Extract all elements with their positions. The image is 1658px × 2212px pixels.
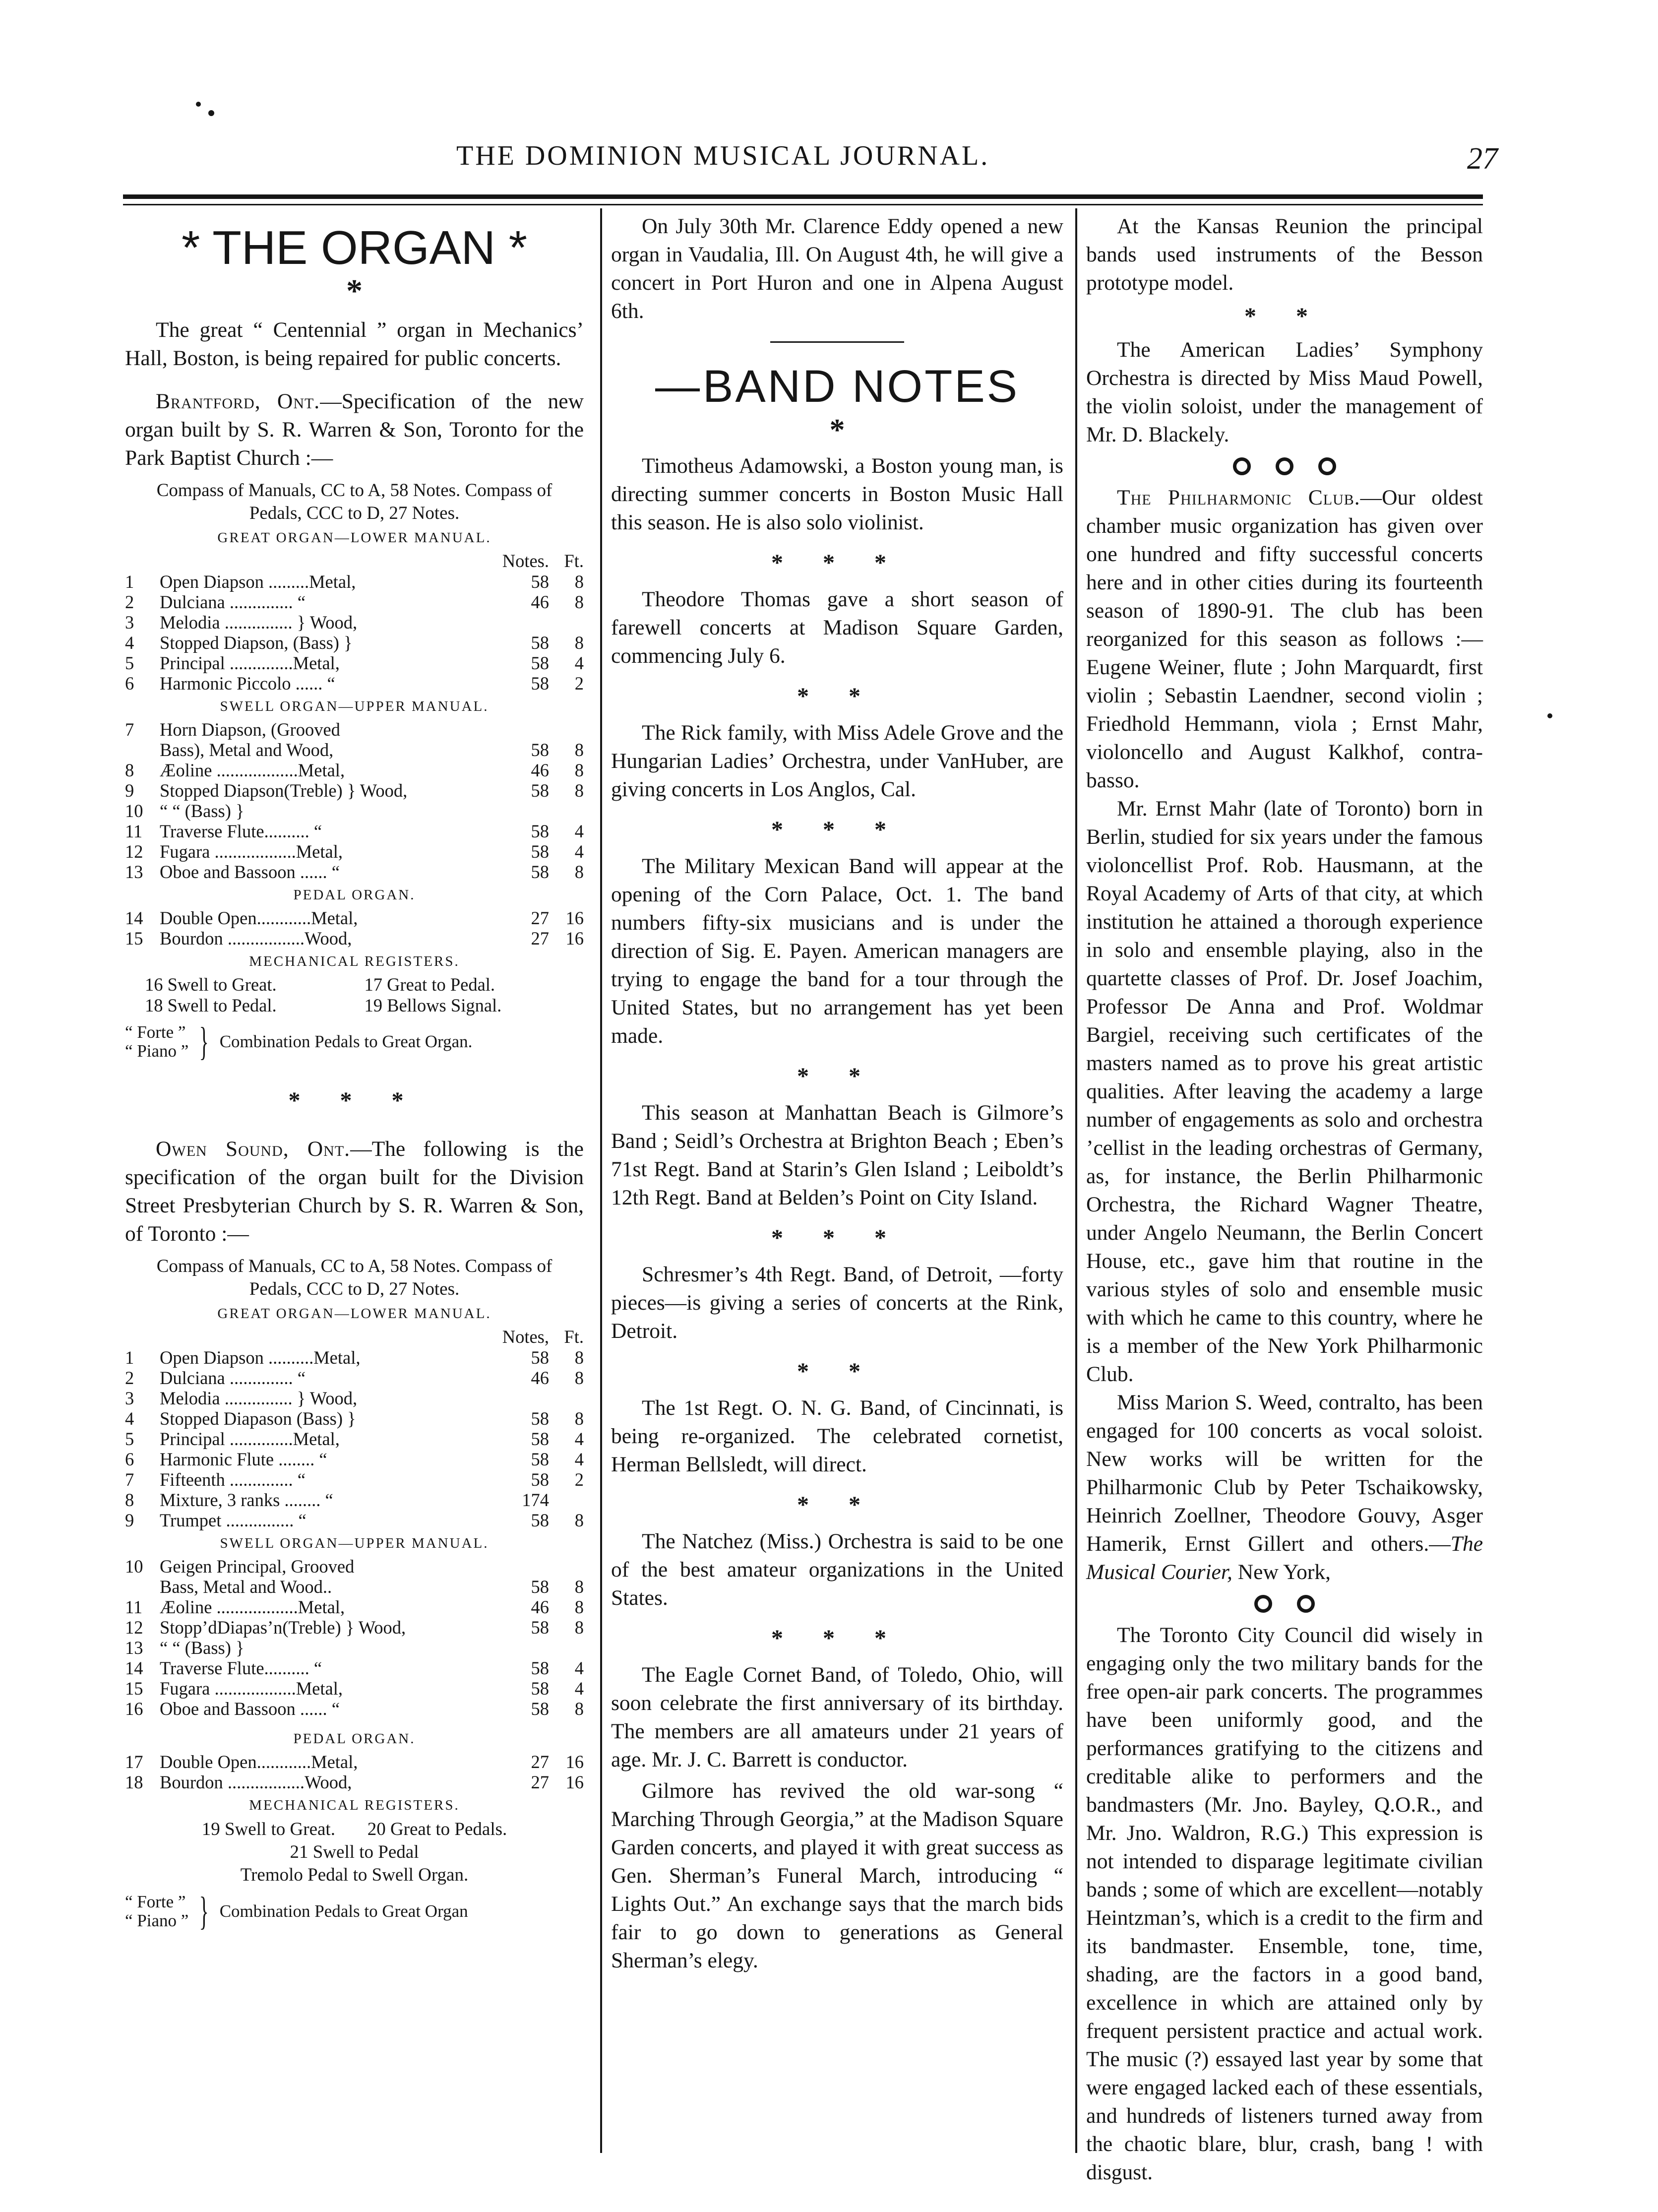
column-divider-left: [600, 208, 602, 2153]
stop-row: [125, 673, 584, 694]
stop-row: [125, 862, 584, 882]
stop-notes: 58: [531, 1577, 549, 1597]
col-notes: Notes,: [502, 1327, 549, 1347]
stop-row: [125, 1658, 584, 1678]
col-ft: Ft.: [564, 551, 584, 571]
band-note-item: The Natchez (Miss.) Orchestra is said to be one of the best amateur organizations in the United States.: [611, 1529, 1063, 1610]
stop-name: Bourdon .................Wood,: [160, 1772, 352, 1792]
stop-number: 6: [125, 673, 134, 694]
stop-name: Harmonic Piccolo ...... “: [160, 673, 335, 694]
stop-name: Principal ..............Metal,: [160, 1429, 340, 1449]
stop-row: [125, 1429, 584, 1449]
stop-notes: 58: [531, 1678, 549, 1699]
stop-notes: [494, 719, 549, 740]
stop-number: 7: [125, 1469, 134, 1490]
mech-register: 19 Bellows Signal.: [364, 995, 502, 1015]
owen-swell-title: SWELL ORGAN—UPPER MANUAL.: [220, 1535, 489, 1551]
stop-row: [125, 1469, 584, 1490]
stop-number: 11: [125, 1597, 143, 1617]
weed-text: Miss Marion S. Weed, contralto, has been engaged for 100 concerts as vocal soloist. New works will be written for the Philharmonic Club by Peter Tschaikowsky, Heinrich Zoellner, Theodore Gouvy, Asger Hamerik, Ernst Gillert and others.—: [1086, 1390, 1483, 1556]
kansas-text: At the Kansas Reunion the principal bands used instruments of the Besson prototype model.: [1086, 214, 1483, 295]
stop-feet: 8: [574, 1347, 584, 1368]
philharmonic-text: —Our oldest chamber music organization has given over one hundred and fifty successful concerts here and in other cities during its fourteenth season of 1890-91. The club has been reorganized for this season as follows :—Eugene Weiner, flute ; John Marquardt, first violin ; Sebastin Laendner, second violin ; Friedhold Hemmann, viola ; Ernst Mahr, violoncello and August Kalkhof, contra-basso.: [1086, 486, 1483, 792]
combination-text: Combination Pedals to Great Organ: [219, 1901, 468, 1921]
stop-feet: 8: [574, 862, 584, 882]
stop-notes: [494, 612, 549, 632]
scan-speck: [208, 110, 214, 116]
brantford-paragraph: [125, 387, 584, 472]
stop-feet: 8: [574, 1577, 584, 1597]
stop-name: Melodia ............... } Wood,: [160, 612, 358, 632]
stop-row: [125, 1752, 584, 1772]
stop-number: 9: [125, 1510, 134, 1530]
mech-register: 16 Swell to Great.: [145, 974, 277, 995]
stop-name: Principal ..............Metal,: [160, 653, 340, 673]
brantford-great-stops: [125, 571, 584, 694]
brantford-compass: Compass of Manuals, CC to A, 58 Notes. Compass of Pedals, CCC to D, 27 Notes.: [156, 480, 553, 523]
mech-register: 18 Swell to Pedal.: [145, 995, 277, 1015]
stop-feet: [549, 801, 584, 821]
organ-heading-star: *: [346, 273, 363, 309]
band-notes-star: *: [829, 413, 845, 447]
stop-number: 12: [125, 841, 143, 862]
stop-row: [125, 612, 584, 632]
stop-number: 13: [125, 1638, 143, 1658]
stop-name: Stopped Diapson(Treble) } Wood,: [160, 780, 408, 801]
scan-speck: [1547, 713, 1552, 718]
stop-number: 17: [125, 1752, 143, 1772]
ornament-circles: [1086, 449, 1483, 484]
owen-mech-line: 19 Swell to Great. 20 Great to Pedals.: [201, 1819, 507, 1839]
right-column: [1086, 212, 1483, 2187]
stop-name: Dulciana .............. “: [160, 1368, 306, 1388]
band-note-item: Timotheus Adamowski, a Boston young man, is directing summer concerts in Boston Music Hall this season. He is also solo violinist.: [611, 454, 1063, 534]
stop-row: [125, 653, 584, 673]
stop-number: 14: [125, 1658, 143, 1678]
stop-number: 4: [125, 632, 134, 653]
brace-glyph: }: [199, 1890, 209, 1933]
stop-name: Double Open............Metal,: [160, 908, 358, 928]
stop-row: [125, 780, 584, 801]
section-separator: * *: [797, 1492, 877, 1518]
stop-row: [125, 592, 584, 612]
band-note-item: The 1st Regt. O. N. G. Band, of Cincinnati, is being re-organized. The celebrated cornetist, Herman Bellsledt, will direct.: [611, 1396, 1063, 1476]
stop-name: Geigen Principal, Grooved: [160, 1556, 355, 1577]
stop-name: Horn Diapson, (Grooved: [160, 719, 340, 740]
stop-name: Melodia ............... } Wood,: [160, 1388, 358, 1408]
stop-feet: 8: [574, 571, 584, 592]
col-notes: Notes.: [502, 551, 549, 571]
owen-combination: [125, 1892, 584, 1931]
stop-row: [125, 632, 584, 653]
stop-row: [125, 1597, 584, 1617]
stop-name: Traverse Flute.......... “: [160, 1658, 322, 1678]
owen-sound-paragraph: [125, 1135, 584, 1248]
stop-feet: 8: [574, 780, 584, 801]
stop-number: 10: [125, 1556, 143, 1577]
header-rule: [123, 194, 1483, 199]
stop-number: [125, 740, 160, 760]
owen-great-stops: [125, 1347, 584, 1530]
stop-feet: 4: [574, 1678, 584, 1699]
section-separator: * * *: [771, 550, 903, 576]
stop-number: 7: [125, 719, 134, 740]
mahr-paragraph: Mr. Ernst Mahr (late of Toronto) born in Berlin, studied for six years under the famous violoncellist Prof. Rob. Hausmann, at the Royal Academy of Arts of that city, at which institution he attained a thorough experience in solo and ensemble playing, also in the quartette classes of Prof. Dr. Josef Joachim, Professor De Anna and Prof. Woldmar Bargiel, receiving such certificates of the masters named as to prove his great artistic qualities. After leaving the academy a large number of engagements as solo and orchestra ’cellist in the leading orchestras of Germany, as, for instance, the Berlin Philharmonic Orchestra, the Richard Wagner Theatre, under Angelo Neumann, the Berlin Concert House, etc., gave him that routine in the various styles of solo and ensemble music with which he came to this country, where he is a member of the New York Philharmonic Club.: [1086, 797, 1483, 1386]
organ-column: [125, 211, 584, 1931]
band-notes-heading: [611, 357, 1063, 416]
section-separator: * *: [797, 683, 877, 709]
stop-row: [125, 928, 584, 948]
owen-pedal-title: PEDAL ORGAN.: [293, 1731, 416, 1747]
stop-name: Double Open............Metal,: [160, 1752, 358, 1772]
stop-name: Bass, Metal and Wood..: [160, 1577, 332, 1597]
stop-number: [125, 1577, 160, 1597]
forte-label: “ Forte ”: [125, 1892, 186, 1911]
owen-swell-stops: [125, 1556, 584, 1719]
scan-speck: [196, 102, 201, 107]
stop-row: [125, 719, 584, 740]
stop-notes: 58: [531, 1699, 549, 1719]
stop-feet: 8: [574, 1510, 584, 1530]
stop-feet: 4: [574, 653, 584, 673]
stop-notes: 58: [531, 841, 549, 862]
brantford-pedal-title: PEDAL ORGAN.: [293, 887, 416, 903]
stop-feet: 4: [574, 1658, 584, 1678]
brantford-swell-stops: [125, 719, 584, 882]
stop-name: Mixture, 3 ranks ........ “: [160, 1490, 333, 1510]
stop-row: [125, 1490, 584, 1510]
stop-row: [125, 1772, 584, 1792]
ornament-circles: [1086, 1586, 1483, 1621]
stop-feet: 4: [574, 841, 584, 862]
stop-notes: [494, 1638, 549, 1658]
kansas-paragraph: [1086, 212, 1483, 297]
owen-mech-title: MECHANICAL REGISTERS.: [249, 1797, 460, 1813]
stop-number: 3: [125, 1388, 134, 1408]
toronto-paragraph: The Toronto City Council did wisely in engaging only the two military bands for the free open-air park concerts. The programmes have been uniformly good, and the performances gratifying to the citizens and creditable alike to performers and the bandmasters (Mr. Jno. Bayley, Q.O.R., and Mr. Jno. Waldron, R.G.) This expression is not intended to disparage legitimate civilian bands ; some of which are excellent—notably Heintzman’s, which is a credit to the firm and its bandmaster. Ensemble, tone, time, shading, are the factors in a good band, excellence in which are attained only by frequent persistent practice and actual work. The music (?) essayed last year by some that were engaged lacked each of these essentials, and hundreds of listeners turned away from the chaotic blare, blur, crash, bang ! with disgust.: [1086, 1623, 1483, 2184]
stop-notes: 27: [531, 1752, 549, 1772]
stop-name: Æoline ..................Metal,: [160, 760, 345, 780]
band-note-item: The Rick family, with Miss Adele Grove and the Hungarian Ladies’ Orchestra, under VanHuber, are giving concerts in Los Anglos, Cal.: [611, 721, 1063, 801]
owen-sound-lead: Owen Sound, Ont.: [156, 1137, 351, 1161]
stop-row: [125, 740, 584, 760]
stop-name: Fifteenth .............. “: [160, 1469, 306, 1490]
stop-number: 11: [125, 821, 143, 841]
stop-row: [125, 908, 584, 928]
stop-notes: 58: [531, 862, 549, 882]
organ-heading: * THE ORGAN *: [181, 221, 528, 274]
ornament-circle: [1254, 1595, 1272, 1613]
piano-label: “ Piano ”: [125, 1041, 189, 1061]
stop-name: “ “ (Bass) }: [160, 801, 245, 821]
stop-feet: 16: [565, 1752, 584, 1772]
philharmonic-paragraph: [1086, 484, 1483, 795]
section-separator: * *: [1244, 303, 1325, 329]
stop-row: [125, 1368, 584, 1388]
short-divider: [770, 341, 904, 343]
stop-row: [125, 1699, 584, 1719]
stop-notes: 58: [531, 632, 549, 653]
stop-number: 1: [125, 571, 134, 592]
stop-notes: 58: [531, 1449, 549, 1469]
owen-mech-line: 21 Swell to Pedal: [290, 1842, 419, 1862]
mech-register: 17 Great to Pedal.: [364, 974, 495, 995]
stop-name: Stopped Diapson, (Bass) }: [160, 632, 353, 653]
stop-number: 8: [125, 760, 134, 780]
ladies-symphony-paragraph: The American Ladies’ Symphony Orchestra is directed by Miss Maud Powell, the violin soloist, under the management of Mr. D. Blackely.: [1086, 338, 1483, 446]
stop-number: 1: [125, 1347, 134, 1368]
stop-name: Harmonic Flute ........ “: [160, 1449, 327, 1469]
weed-tail: New York,: [1232, 1560, 1331, 1584]
section-separator: * * *: [771, 1225, 903, 1251]
stop-notes: 58: [531, 1429, 549, 1449]
stop-feet: 8: [574, 1597, 584, 1617]
stop-number: 5: [125, 653, 134, 673]
section-separator: * *: [797, 1358, 877, 1385]
brantford-swell-title: SWELL ORGAN—UPPER MANUAL.: [220, 698, 489, 714]
ornament-circle: [1297, 1595, 1315, 1613]
band-notes-list: [611, 452, 1063, 1975]
stop-number: 5: [125, 1429, 134, 1449]
stop-notes: 58: [531, 740, 549, 760]
weed-paragraph: [1086, 1389, 1483, 1586]
stop-feet: 8: [574, 760, 584, 780]
heading-flourish: [655, 388, 700, 391]
stop-notes: 46: [531, 1597, 549, 1617]
owen-compass: Compass of Manuals, CC to A, 58 Notes. Compass of Pedals, CCC to D, 27 Notes.: [156, 1256, 553, 1299]
brantford-mech-row: [125, 995, 584, 1016]
stop-number: 15: [125, 1678, 143, 1699]
stop-name: Bass), Metal and Wood,: [160, 740, 334, 760]
stop-feet: 4: [574, 1429, 584, 1449]
section-separator: * *: [797, 1063, 877, 1089]
piano-label: “ Piano ”: [125, 1911, 189, 1930]
stop-name: Stopp’dDiapas’n(Treble) } Wood,: [160, 1617, 406, 1638]
stop-name: Fugara ..................Metal,: [160, 1678, 343, 1699]
stop-feet: 8: [574, 740, 584, 760]
stop-notes: 46: [531, 592, 549, 612]
eddy-paragraph: On July 30th Mr. Clarence Eddy opened a new organ in Vaudalia, Ill. On August 4th, he will give a concert in Port Huron and one in Alpena August 6th.: [611, 214, 1063, 323]
stop-feet: 8: [574, 592, 584, 612]
stop-notes: 27: [531, 928, 549, 948]
stop-number: 13: [125, 862, 143, 882]
stop-feet: 16: [565, 908, 584, 928]
stop-feet: [549, 1388, 584, 1408]
stop-number: 12: [125, 1617, 143, 1638]
brantford-col-heads: [125, 551, 584, 571]
stop-row: [125, 1678, 584, 1699]
band-note-item: This season at Manhattan Beach is Gilmore’s Band ; Seidl’s Orchestra at Brighton Beach ; Eben’s 71st Regt. Band at Starin’s Glen Island ; Leiboldt’s 12th Regt. Band at Belden’s Point on City Island.: [611, 1101, 1063, 1209]
stop-row: [125, 1577, 584, 1597]
owen-sound-text: —The following is the specification of the organ built for the Division Street Presbyterian Church by S. R. Warren & Son, of Toronto :—: [125, 1137, 584, 1246]
section-separator: * * *: [771, 1625, 903, 1651]
stop-row: [125, 1388, 584, 1408]
stop-name: Fugara ..................Metal,: [160, 841, 343, 862]
page-number: 27: [1467, 142, 1498, 176]
stop-row: [125, 1510, 584, 1530]
section-separator: * * *: [771, 817, 903, 843]
brace-glyph: }: [199, 1020, 209, 1064]
stop-feet: 4: [574, 1449, 584, 1469]
stop-number: 8: [125, 1490, 134, 1510]
stop-feet: 4: [574, 821, 584, 841]
stop-feet: 8: [574, 1617, 584, 1638]
stop-number: 6: [125, 1449, 134, 1469]
stop-notes: 27: [531, 908, 549, 928]
stop-notes: 174: [522, 1490, 549, 1510]
col-ft: Ft.: [564, 1327, 584, 1347]
stop-feet: 8: [574, 632, 584, 653]
stop-row: [125, 760, 584, 780]
stop-row: [125, 1638, 584, 1658]
stop-name: Traverse Flute.......... “: [160, 821, 322, 841]
centennial-paragraph: The great “ Centennial ” organ in Mechanics’ Hall, Boston, is being repaired for public concerts.: [125, 318, 584, 370]
stop-number: 16: [125, 1699, 143, 1719]
stop-row: [125, 1449, 584, 1469]
stop-row: [125, 1617, 584, 1638]
stop-notes: 58: [531, 1408, 549, 1429]
stop-feet: 8: [574, 1699, 584, 1719]
stop-notes: 58: [531, 1347, 549, 1368]
band-note-item: Theodore Thomas gave a short season of farewell concerts at Madison Square Garden, commencing July 6.: [611, 587, 1063, 668]
stop-notes: 58: [531, 780, 549, 801]
stop-notes: 46: [531, 1368, 549, 1388]
stop-name: Oboe and Bassoon ...... “: [160, 1699, 340, 1719]
stop-number: 2: [125, 592, 134, 612]
stop-row: [125, 821, 584, 841]
band-note-item: The Eagle Cornet Band, of Toledo, Ohio, will soon celebrate the first anniversary of its birthday. The members are all amateurs under 21 years of age. Mr. J. C. Barrett is conductor.: [611, 1663, 1063, 1771]
stop-row: [125, 571, 584, 592]
stop-row: [125, 841, 584, 862]
column-divider-right: [1075, 208, 1077, 2153]
brantford-pedal-stops: [125, 908, 584, 948]
stop-number: 2: [125, 1368, 134, 1388]
ornament-circle: [1233, 457, 1251, 475]
stop-row: [125, 1347, 584, 1368]
stop-notes: 58: [531, 1658, 549, 1678]
stop-name: Open Diapson ..........Metal,: [160, 1347, 361, 1368]
brantford-mech-title: MECHANICAL REGISTERS.: [249, 953, 460, 969]
stop-name: Open Diapson .........Metal,: [160, 571, 356, 592]
stop-notes: [494, 1388, 549, 1408]
stop-name: Oboe and Bassoon ...... “: [160, 862, 340, 882]
stop-notes: 58: [531, 821, 549, 841]
owen-pedal-stops: [125, 1752, 584, 1792]
stop-feet: [549, 1490, 584, 1510]
stop-number: 3: [125, 612, 134, 632]
forte-label: “ Forte ”: [125, 1022, 186, 1042]
stop-number: 10: [125, 801, 143, 821]
owen-mech-line: Tremolo Pedal to Swell Organ.: [240, 1865, 469, 1885]
band-note-item: Schresmer’s 4th Regt. Band, of Detroit, —forty pieces—is giving a series of concerts at the Rink, Detroit.: [611, 1263, 1063, 1343]
brantford-lead: Brantford, Ont.: [156, 389, 320, 413]
ornament-circle: [1276, 457, 1293, 475]
header-rule-thin: [123, 204, 1483, 205]
stop-name: Dulciana .............. “: [160, 592, 306, 612]
stop-notes: 58: [531, 1469, 549, 1490]
stop-feet: 8: [574, 1368, 584, 1388]
stop-feet: [549, 1556, 584, 1577]
stop-number: 15: [125, 928, 143, 948]
band-notes-title: BAND NOTES: [702, 361, 1020, 412]
stop-notes: [494, 1556, 549, 1577]
brantford-text: —Specification of the new organ built by S. R. Warren & Son, Toronto for the Park Baptist Church :—: [125, 389, 584, 470]
ornament-circle: [1318, 457, 1336, 475]
stop-feet: 2: [574, 673, 584, 694]
stop-notes: 46: [531, 760, 549, 780]
weed-source: The Musical Courier,: [1086, 1532, 1483, 1584]
stop-name: “ “ (Bass) }: [160, 1638, 245, 1658]
stop-notes: 58: [531, 673, 549, 694]
band-notes-column: [611, 212, 1063, 1975]
stop-name: Trumpet ............... “: [160, 1510, 307, 1530]
stop-notes: 58: [531, 653, 549, 673]
owen-col-heads: [125, 1327, 584, 1347]
brantford-combination: [125, 1022, 584, 1062]
stop-row: [125, 1556, 584, 1577]
stop-number: 18: [125, 1772, 143, 1792]
stop-notes: 58: [531, 1510, 549, 1530]
brantford-mech-row: [125, 974, 584, 995]
philharmonic-lead: The Philharmonic Club.: [1117, 486, 1360, 509]
section-separator: * * *: [288, 1087, 421, 1114]
stop-notes: 58: [531, 1617, 549, 1638]
stop-row: [125, 801, 584, 821]
brantford-great-title: GREAT ORGAN—LOWER MANUAL.: [217, 530, 491, 546]
combination-text: Combination Pedals to Great Organ.: [219, 1032, 473, 1051]
stop-number: 4: [125, 1408, 134, 1429]
stop-notes: 27: [531, 1772, 549, 1792]
stop-feet: 16: [565, 928, 584, 948]
stop-feet: 8: [574, 1408, 584, 1429]
band-note-item: The Military Mexican Band will appear at the opening of the Corn Palace, Oct. 1. The band numbers fifty-six musicians and is under the direction of Sig. E. Payen. American managers are trying to engage the band for a tour through the United States, but no arrangement has yet been made.: [611, 854, 1063, 1048]
stop-notes: [494, 801, 549, 821]
band-note-item: Gilmore has revived the old war-song “ Marching Through Georgia,” at the Madison Square Garden concerts, and played it with great success as Gen. Sherman’s Funeral March, introducing “ Lights Out.” An exchange says that the march bids fair to go down to generations as General Sherman’s elegy.: [611, 1779, 1063, 1972]
stop-name: Stopped Diapason (Bass) }: [160, 1408, 356, 1429]
stop-name: Æoline ..................Metal,: [160, 1597, 345, 1617]
stop-feet: 16: [565, 1772, 584, 1792]
running-header: THE DOMINION MUSICAL JOURNAL.: [456, 140, 990, 171]
stop-feet: 2: [574, 1469, 584, 1490]
stop-feet: [549, 612, 584, 632]
stop-name: Bourdon .................Wood,: [160, 928, 352, 948]
stop-feet: [549, 1638, 584, 1658]
stop-row: [125, 1408, 584, 1429]
stop-number: 14: [125, 908, 143, 928]
stop-notes: 58: [531, 571, 549, 592]
owen-great-title: GREAT ORGAN—LOWER MANUAL.: [217, 1306, 491, 1322]
stop-feet: [549, 719, 584, 740]
stop-number: 9: [125, 780, 134, 801]
